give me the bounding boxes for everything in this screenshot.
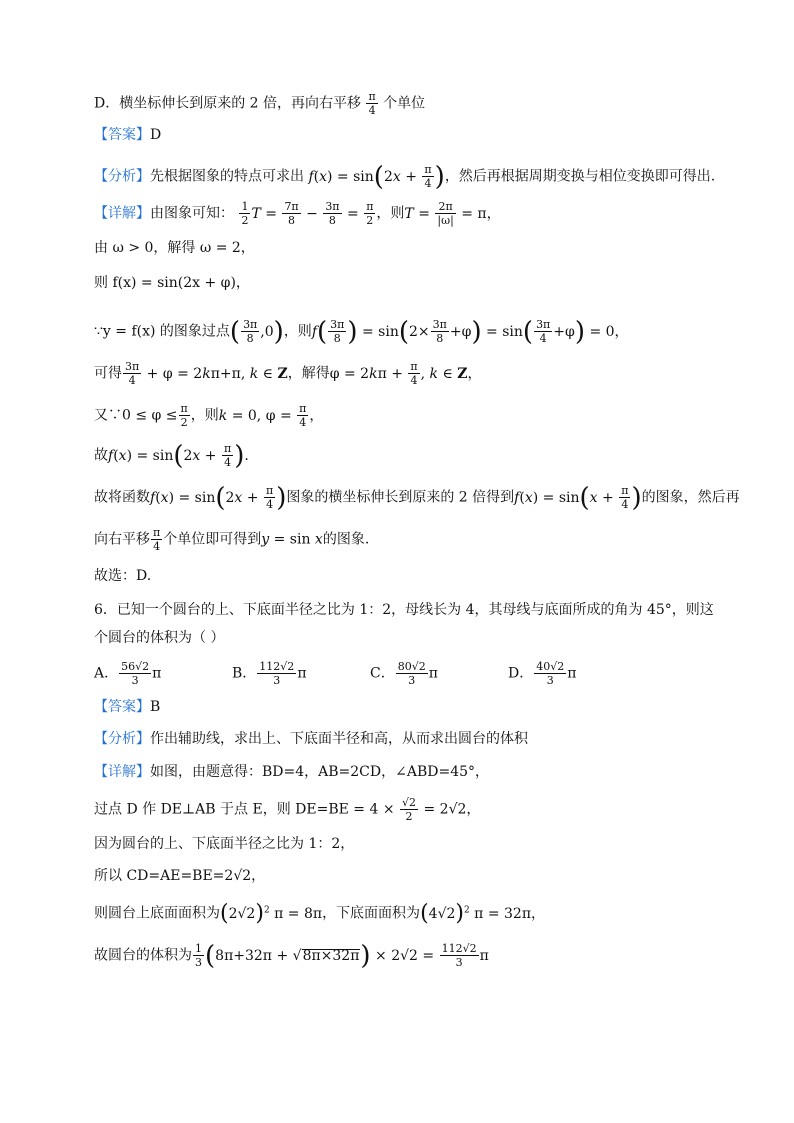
- text: ，解得: [287, 365, 330, 382]
- text: 图象的横坐标伸长到原来的 2 倍得到: [286, 489, 515, 506]
- formula: $\frac{1}{3}$ (8π+32π + √8π×32π) × 2√2 = $\frac{112√2}{3}$ π: [195, 940, 489, 971]
- option-label: B．: [232, 665, 257, 682]
- text: 向右平移: [94, 531, 150, 548]
- option-tail: π: [567, 665, 577, 682]
- analysis-text: 先根据图象的特点可求出: [150, 168, 304, 185]
- option-label: C．: [370, 665, 395, 682]
- text: ，则: [283, 323, 312, 340]
- analysis-5: [94, 163, 715, 190]
- line-k: [94, 360, 482, 387]
- analysis-text-tail: ，然后再根据周期变换与相位变换即可得出.: [444, 168, 716, 185]
- option-b[interactable]: B． $\frac{112√2}{3}$ π: [232, 660, 307, 687]
- formula: $\frac{3\pi}{4}$ + φ = 2kπ+π, k ∈ Z: [125, 360, 288, 387]
- option-tail: π: [152, 665, 162, 682]
- text: ，则: [190, 407, 219, 424]
- option-d-line: [94, 90, 425, 117]
- detail-6-line-4: 所以 CD=AE=BE=2√2，: [94, 868, 266, 884]
- detail-text: 如图，由题意得：BD=4，AB=2CD，∠ABD=45°，: [150, 764, 490, 780]
- detail-6-line-2: [94, 796, 480, 823]
- formula: $\frac{\pi}{4}$: [153, 526, 161, 553]
- formula: $(2√2)^2$ π = 8π: [220, 900, 323, 926]
- detail-6-line-3: 因为圆台的上、下底面半径之比为 1：2，: [94, 836, 355, 852]
- analysis-label: 【分析】: [94, 168, 150, 185]
- formula: φ = 2kπ + $\frac{\pi}{4}$ , k ∈ Z，: [329, 360, 482, 387]
- detail-text: ，则: [376, 205, 405, 222]
- answer-5: [94, 125, 161, 145]
- detail-label: 【详解】: [94, 205, 150, 222]
- option-tail: π: [297, 665, 307, 682]
- text: 的图象，然后再: [641, 489, 740, 506]
- option-d-tail: 个单位: [383, 95, 426, 112]
- text: 又∵0 ≤ φ ≤: [94, 407, 178, 424]
- text: 过点 D 作 DE⊥AB 于点 E，则 DE=BE = 4 ×: [94, 801, 395, 818]
- detail-5: [94, 200, 501, 227]
- text: 故将函数: [94, 489, 150, 506]
- formula: k = 0, φ = $\frac{\pi}{4}$ ，: [218, 402, 324, 429]
- text: 可得: [94, 365, 122, 382]
- answer-label: 【答案】: [94, 127, 150, 143]
- answer-6: [94, 697, 160, 717]
- text: 故: [94, 447, 108, 464]
- text: 个单位即可得到: [163, 531, 262, 548]
- detail-6-line-6: [94, 942, 489, 969]
- analysis-text: 作出辅助线，求出上、下底面半径和高，从而求出圆台的体积: [150, 731, 528, 747]
- answer-value: B: [150, 699, 161, 715]
- formula: $(4√2)^2$ π = 32π，: [420, 900, 546, 926]
- formula: T = $\frac{2\pi}{|\omega|}$ = π，: [404, 200, 501, 227]
- question-6-options: [94, 660, 694, 690]
- formula: f(x) = sin(2x + $\frac{\pi}{4}$ ): [308, 161, 445, 192]
- formula: ( $\frac{3\pi}{8}$ ,0): [229, 316, 284, 347]
- detail-text: 由图象可知：: [150, 205, 234, 222]
- line-f: 则 f(x) = sin(2x + φ)，: [94, 275, 250, 291]
- text: 则圆台上底面面积为: [94, 905, 220, 922]
- formula: f(x) = sin(x + $\frac{\pi}{4}$ ): [514, 482, 642, 513]
- option-a[interactable]: A． $\frac{56√2}{3}$ π: [94, 660, 162, 687]
- option-label: A．: [94, 665, 119, 682]
- detail-6-line-1: [94, 762, 489, 782]
- formula: y = sin x: [261, 531, 323, 548]
- analysis-label: 【分析】: [94, 731, 150, 747]
- option-label: D．: [508, 665, 534, 682]
- option-d-fraction: $\frac{\pi}{4}$: [368, 90, 376, 117]
- formula: $\frac{1}{2}$ T = $\frac{7\pi}{8}$ − $\frac{3\pi}{8}$ = $\frac{\pi}{2}$: [241, 200, 374, 227]
- text: ，下底面面积为: [322, 905, 421, 922]
- line-shift: [94, 526, 369, 553]
- formula: $\frac{\pi}{2}$: [180, 402, 188, 429]
- line-gu: [94, 442, 249, 469]
- formula: f(x) = sin(2x + $\frac{\pi}{4}$ ).: [108, 440, 249, 471]
- line-stretch: [94, 484, 740, 511]
- line-omega: 由 ω > 0，解得 ω = 2，: [94, 240, 255, 256]
- question-6-line-2: 个圆台的体积为（ ）: [94, 630, 225, 646]
- text: 故圆台的体积为: [94, 947, 192, 964]
- formula: $\frac{√2}{2}$: [402, 796, 417, 823]
- option-c[interactable]: C． $\frac{80√2}{3}$ π: [370, 660, 438, 687]
- analysis-6: [94, 729, 528, 749]
- option-tail: π: [428, 665, 438, 682]
- question-6-line-1: 6．已知一个圆台的上、下底面半径之比为 1：2，母线长为 4，其母线与底面所成的角为 45°，则这: [94, 602, 714, 618]
- line-pass: [94, 318, 629, 345]
- text: ∵y = f(x) 的图象过点: [94, 323, 230, 340]
- formula: f( $\frac{3\pi}{8}$ ) = sin(2× $\frac{3\pi}{8}$ +φ) = sin( $\frac{3\pi}{4}$ +φ) = 0，: [311, 316, 629, 347]
- option-d-text: D．横坐标伸长到原来的 2 倍，再向右平移: [94, 95, 362, 112]
- line-choose: 故选：D.: [94, 568, 152, 584]
- detail-6-line-5: [94, 900, 545, 924]
- formula: f(x) = sin(2x + $\frac{\pi}{4}$ ): [150, 482, 287, 513]
- text: 的图象.: [322, 531, 370, 548]
- answer-label: 【答案】: [94, 699, 150, 715]
- line-phi: [94, 402, 323, 429]
- detail-label: 【详解】: [94, 764, 150, 780]
- option-d[interactable]: D． $\frac{40√2}{3}$ π: [508, 660, 577, 687]
- text: = 2√2，: [423, 801, 481, 818]
- answer-value: D: [150, 127, 162, 143]
